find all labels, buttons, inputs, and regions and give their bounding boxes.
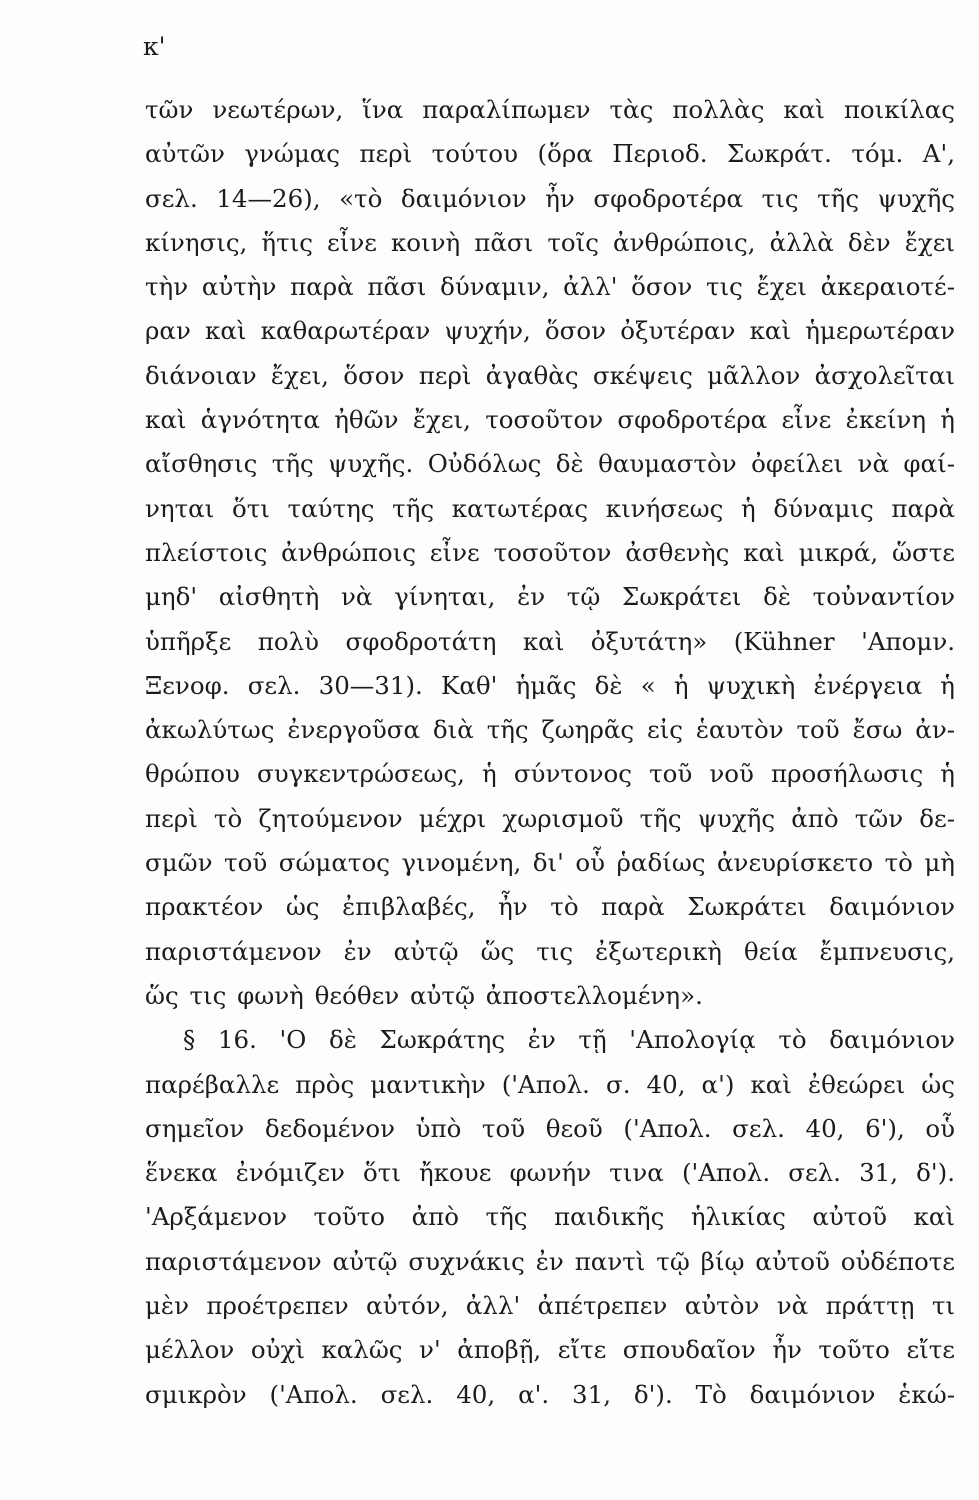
text-line: καὶ ἁγνότητα ἠθῶν ἔχει, τοσοῦτον σφοδροτέρα εἶνε ἐκείνη ἡ — [145, 405, 955, 435]
text-line: τὴν αὐτὴν παρὰ πᾶσι δύναμιν, ἀλλ' ὅσον τις ἔχει ἀκεραιοτέ- — [145, 272, 955, 302]
text-line: τῶν νεωτέρων, ἵνα παραλίπωμεν τὰς πολλὰς καὶ ποικίλας — [145, 95, 955, 124]
text-line: περὶ τὸ ζητούμενον μέχρι χωρισμοῦ τῆς ψυχῆς ἀπὸ τῶν δε- — [145, 803, 955, 833]
text-line: μὲν προέτρεπεν αὐτόν, ἀλλ' ἀπέτρεπεν αὐτὸν νὰ πράττῃ τι — [145, 1291, 955, 1321]
body-text — [145, 88, 955, 1417]
text-line: ἕνεκα ἐνόμιζεν ὅτι ἤκουε φωνήν τινα ('Απολ. σελ. 31, δ'). — [145, 1158, 955, 1188]
text-line: πρακτέον ὡς ἐπιβλαβές, ἦν τὸ παρὰ Σωκράτει δαιμόνιον — [145, 892, 955, 922]
text-line: σημεῖον δεδομένον ὑπὸ τοῦ θεοῦ ('Απολ. σελ. 40, 6'), οὗ — [145, 1113, 955, 1143]
text-line: κίνησις, ἥτις εἶνε κοινὴ πᾶσι τοῖς ἀνθρώποις, ἀλλὰ δὲν ἔχει — [145, 227, 955, 257]
text-line: Ξενοφ. σελ. 30—31). Καθ' ἡμᾶς δὲ « ἡ ψυχικὴ ἐνέργεια ἡ — [145, 670, 955, 700]
text-line: μηδ' αἰσθητὴ νὰ γίνηται, ἐν τῷ Σωκράτει δὲ τοὐναντίον — [145, 582, 955, 612]
text-line: νηται ὅτι ταύτης τῆς κατωτέρας κινήσεως ἡ δύναμις παρὰ — [145, 493, 955, 523]
text-line: ραν καὶ καθαρωτέραν ψυχήν, ὅσον ὀξυτέραν καὶ ἡμερωτέραν — [145, 316, 955, 346]
text-line: σελ. 14—26), «τὸ δαιμόνιον ἦν σφοδροτέρα τις τῆς ψυχῆς — [145, 183, 955, 213]
text-line: διάνοιαν ἔχει, ὅσον περὶ ἀγαθὰς σκέψεις μᾶλλον ἀσχολεῖται — [145, 360, 955, 390]
text-line: § 16. 'Ο δὲ Σωκράτης ἐν τῇ 'Απολογίᾳ τὸ δαιμόνιον — [183, 1025, 955, 1055]
text-line: ὑπῆρξε πολὺ σφοδροτάτη καὶ ὀξυτάτη» (Kühner 'Απομν. — [145, 626, 955, 656]
text-line: αὐτῶν γνώμας περὶ τούτου (ὅρα Περιοδ. Σωκράτ. τόμ. Α', — [145, 139, 955, 169]
text-line: παριστάμενον αὐτῷ συχνάκις ἐν παντὶ τῷ βίῳ αὐτοῦ οὐδέποτε — [145, 1246, 955, 1276]
text-line: σμικρὸν ('Απολ. σελ. 40, α'. 31, δ'). Τὸ δαιμόνιον ἑκώ- — [145, 1379, 955, 1409]
text-line: αἴσθησις τῆς ψυχῆς. Οὐδόλως δὲ θαυμαστὸν ὀφείλει νὰ φαί- — [145, 449, 955, 479]
text-line: 'Αρξάμενον τοῦτο ἀπὸ τῆς παιδικῆς ἡλικίας αὐτοῦ καὶ — [145, 1202, 955, 1232]
text-line: μέλλον οὐχὶ καλῶς ν' ἀποβῇ, εἴτε σπουδαῖον ἦν τοῦτο εἴτε — [145, 1335, 955, 1365]
text-line: παριστάμενον ἐν αὐτῷ ὥς τις ἐξωτερικὴ θεία ἔμπνευσις, — [145, 936, 955, 966]
text-line: ὥς τις φωνὴ θεόθεν αὐτῷ ἀποστελλομένη». — [145, 980, 703, 1010]
page-number: κ' — [143, 32, 166, 61]
text-line: θρώπου συγκεντρώσεως, ἡ σύντονος τοῦ νοῦ προσήλωσις ἡ — [145, 759, 955, 789]
text-line: παρέβαλλε πρὸς μαντικὴν ('Απολ. σ. 40, α') καὶ ἐθεώρει ὡς — [145, 1069, 955, 1099]
text-line: σμῶν τοῦ σώματος γινομένη, δι' οὗ ῥαδίως ἀνευρίσκετο τὸ μὴ — [145, 848, 955, 878]
text-line: ἀκωλύτως ἐνεργοῦσα διὰ τῆς ζωηρᾶς εἰς ἑαυτὸν τοῦ ἔσω ἀν- — [145, 715, 955, 745]
text-line: πλείστοις ἀνθρώποις εἶνε τοσοῦτον ἀσθενὴς καὶ μικρά, ὥστε — [145, 537, 955, 567]
